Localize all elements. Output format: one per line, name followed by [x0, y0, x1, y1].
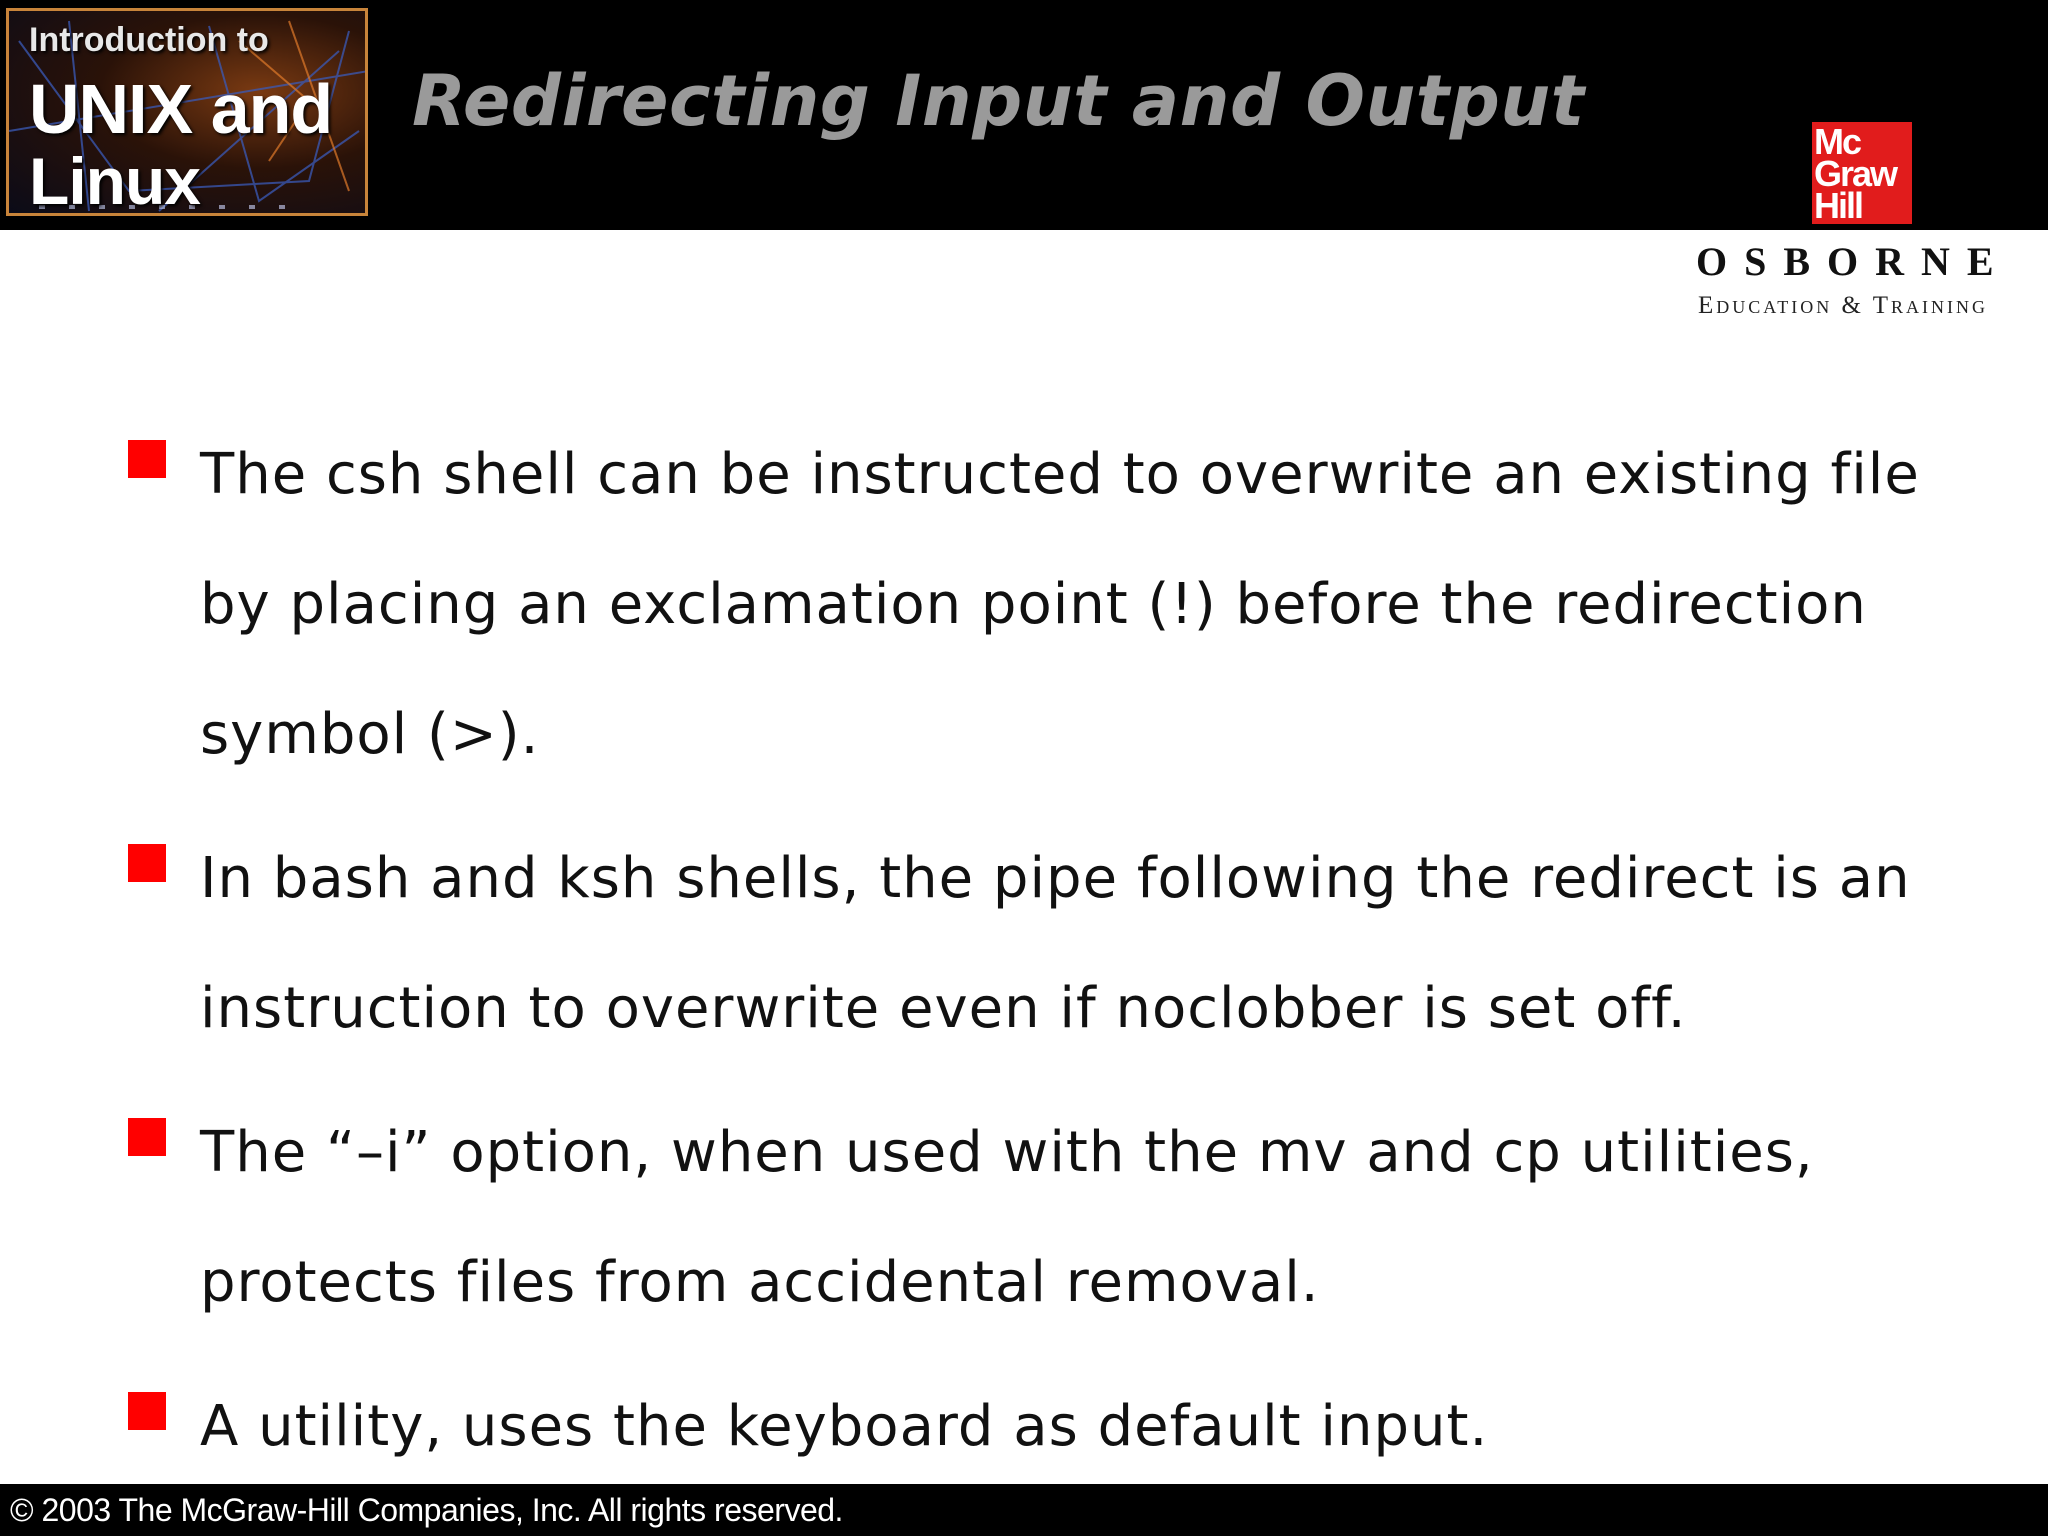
bullet-square-icon	[128, 844, 166, 882]
bullet-square-icon	[128, 1392, 166, 1430]
copyright-text: © 2003 The McGraw-Hill Companies, Inc. All rights reserved.	[10, 1492, 843, 1528]
bullet-square-icon	[128, 440, 166, 478]
mcgraw-hill-logo	[1812, 122, 1912, 224]
bullet-square-icon	[128, 1118, 166, 1156]
book-logo-subtitle: Introduction to	[29, 21, 269, 59]
bullet-item	[126, 1362, 1986, 1492]
bullet-item	[126, 1088, 1986, 1348]
bullet-list	[126, 410, 1986, 1506]
mcgraw-hill-line-hill: Hill	[1814, 185, 1863, 226]
footer-bar	[0, 1484, 2048, 1536]
header-bar	[0, 0, 2048, 230]
bullet-text: The “–i” option, when used with the mv and cp utilities, protects files from accidental removal.	[200, 1120, 1814, 1315]
mcgraw-hill-line-graw: Graw	[1814, 153, 1897, 194]
book-logo-title-line2: Linux	[29, 144, 200, 216]
bullet-item	[126, 410, 1986, 800]
mcgraw-hill-line-mc: Mc	[1814, 121, 1861, 162]
bullet-text: The csh shell can be instructed to overwrite an existing file by placing an exclamation point (!) before the redirection symbol (>).	[200, 442, 1920, 767]
slide-title: Redirecting Input and Output	[412, 60, 1585, 142]
bullet-text: In bash and ksh shells, the pipe following the redirect is an instruction to overwrite even if noclobber is set off.	[200, 846, 1911, 1041]
book-logo-title-line1: UNIX and	[29, 70, 333, 148]
osborne-division: Education & Training	[1698, 292, 1989, 319]
osborne-logo: OSBORNE	[1696, 239, 2011, 284]
bullet-text: A utility, uses the keyboard as default input.	[200, 1394, 1489, 1459]
bullet-item	[126, 814, 1986, 1074]
book-logo	[6, 8, 368, 216]
